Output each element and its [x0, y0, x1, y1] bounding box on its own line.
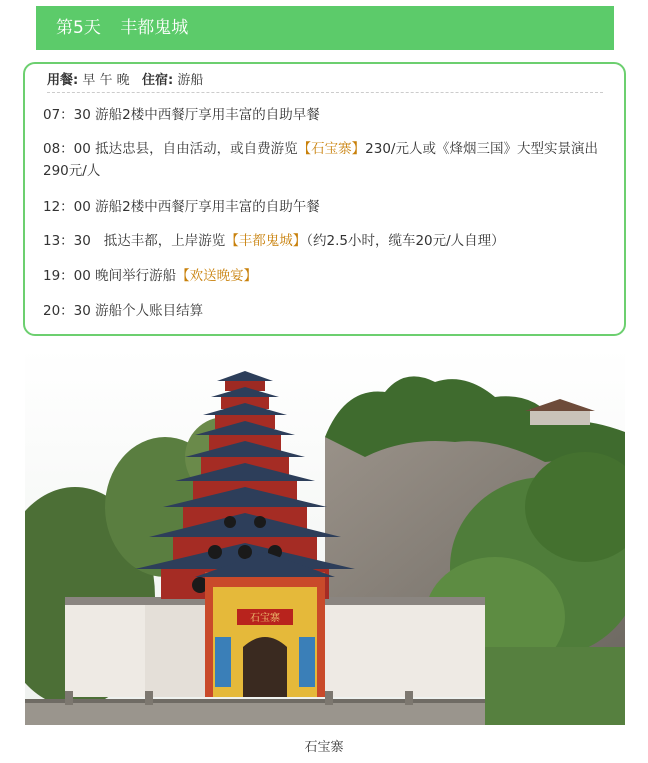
schedule-time: 07：30 [43, 107, 91, 123]
day-header [36, 6, 614, 50]
schedule-item [43, 104, 623, 126]
schedule-text: 230/元人或《烽烟三国》大型实景演出290元/人 [43, 141, 598, 179]
meals-label: 用餐: [47, 73, 79, 88]
meal-row [47, 70, 603, 93]
schedule-time: 08：00 [43, 141, 91, 157]
schedule-text: 游船2楼中西餐厅享用丰富的自助午餐 [95, 199, 320, 215]
schedule-text: 抵达丰都，上岸游览 [103, 233, 226, 249]
lodging-value: 游船 [177, 73, 204, 88]
schedule-item [43, 196, 623, 218]
day-number: 第5天 [56, 18, 101, 38]
lodging-label: 住宿: [142, 73, 174, 88]
schedule-box [23, 62, 626, 336]
pagoda-photo [25, 347, 625, 725]
attraction-link[interactable]: 【丰都鬼城】 [225, 233, 307, 249]
attraction-link[interactable]: 【石宝寨】 [297, 141, 366, 157]
schedule-time: 12：00 [43, 199, 91, 215]
schedule-time: 19：00 [43, 268, 91, 284]
schedule-time: 13：30 [43, 233, 91, 249]
schedule-item [43, 138, 623, 182]
schedule-item [43, 230, 623, 252]
schedule-text: 游船2楼中西餐厅享用丰富的自助早餐 [95, 107, 320, 123]
schedule-text: 抵达忠县，自由活动，或自费游览 [95, 141, 298, 157]
day-title: 丰都鬼城 [120, 18, 189, 38]
schedule-time: 20：30 [43, 303, 91, 319]
schedule-text: 晚间举行游船 [95, 268, 177, 284]
photo-caption: 石宝寨 [304, 740, 344, 755]
meals-value: 早 午 晚 [82, 73, 130, 88]
schedule-text: 游船个人账目结算 [95, 303, 204, 319]
schedule-item [43, 300, 623, 322]
gate-sign: 石宝寨 [250, 613, 280, 624]
schedule-text: （约2.5小时，缆车20元/人自理） [306, 233, 505, 249]
schedule-item [43, 265, 623, 287]
event-link[interactable]: 【欢送晚宴】 [176, 268, 258, 284]
